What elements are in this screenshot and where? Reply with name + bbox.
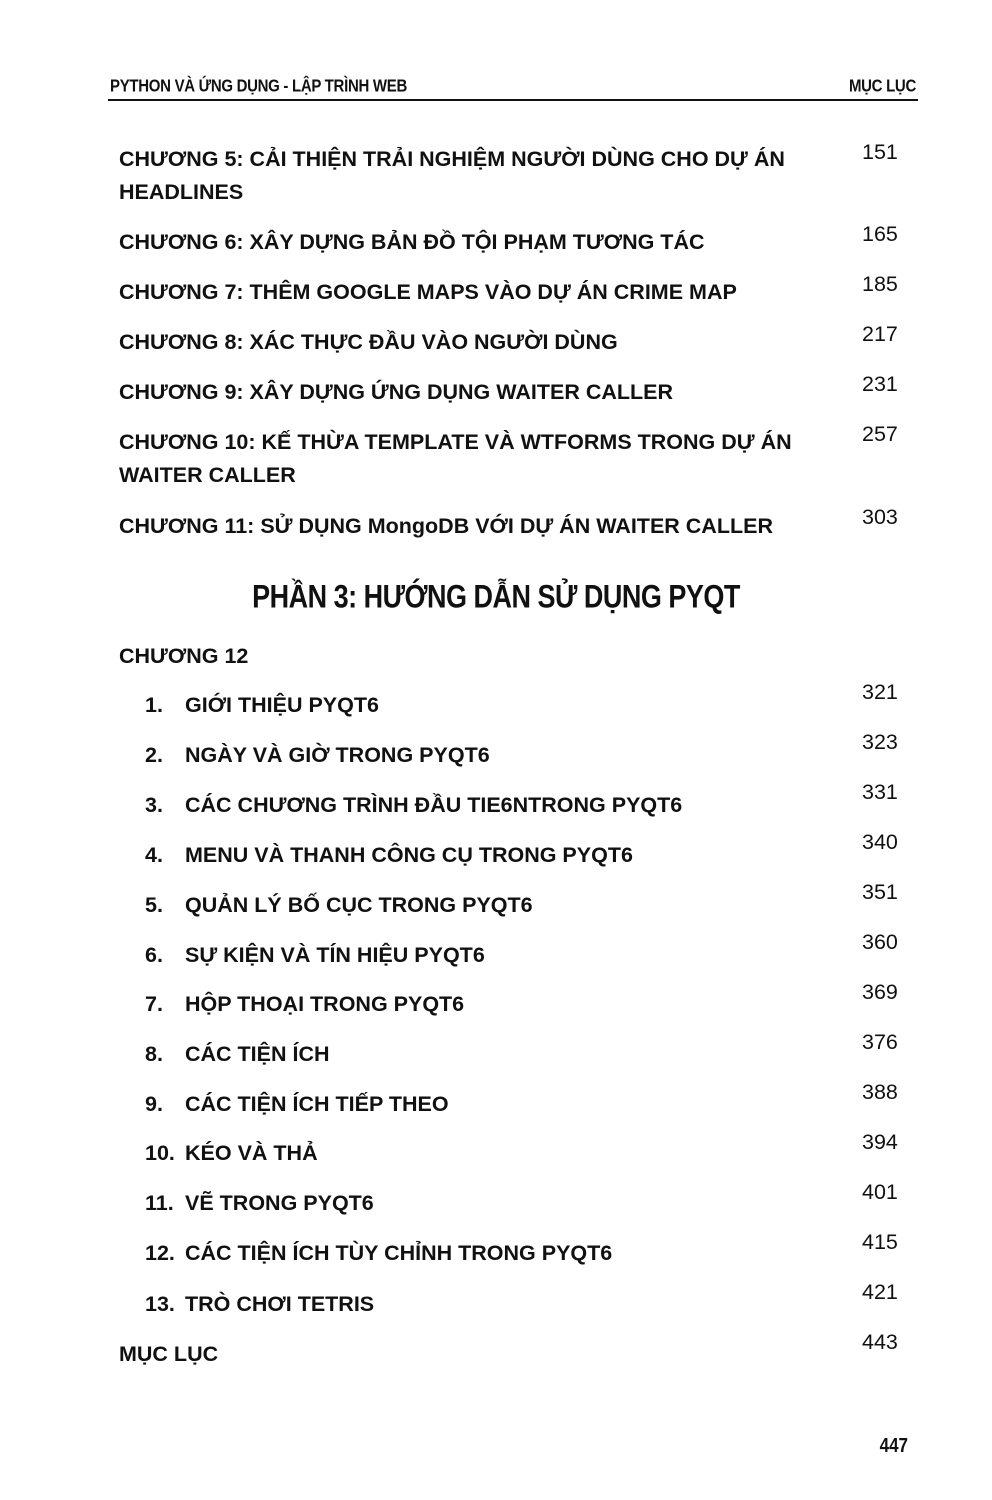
item-number: 6.	[145, 943, 163, 967]
list-item	[145, 1292, 374, 1317]
list-item	[145, 893, 533, 918]
item-number: 7.	[145, 992, 163, 1016]
item-title: CÁC CHƯƠNG TRÌNH ĐẦU TIE6NTRONG PYQT6	[185, 793, 683, 817]
item-title: KÉO VÀ THẢ	[185, 1141, 318, 1165]
toc-entry-muc-luc: MỤC LỤC	[119, 1342, 219, 1366]
item-title: QUẢN LÝ BỐ CỤC TRONG PYQT6	[185, 893, 533, 917]
toc-entry-ch10: CHƯƠNG 10: KẾ THỪA TEMPLATE VÀ WTFORMS TRONG DỰ ÁN WAITER CALLER	[119, 430, 792, 487]
item-number: 9.	[145, 1092, 163, 1116]
list-item	[145, 992, 464, 1017]
item-title: NGÀY VÀ GIỜ TRONG PYQT6	[185, 743, 490, 767]
item-title: CÁC TIỆN ÍCH TIẾP THEO	[185, 1092, 449, 1116]
item-page: 376	[862, 1030, 898, 1054]
toc-entry-ch11: CHƯƠNG 11: SỬ DỤNG MongoDB VỚI DỰ ÁN WAITER CALLER	[119, 514, 773, 538]
list-item	[145, 743, 490, 768]
toc-page-ch6: 165	[862, 222, 898, 246]
running-header-right: MỤC LỤC	[848, 76, 916, 97]
list-item	[145, 693, 379, 718]
item-page: 340	[862, 830, 898, 854]
header-rule	[108, 99, 918, 101]
list-item	[145, 1191, 374, 1216]
item-page: 415	[862, 1230, 898, 1254]
item-page: 369	[862, 980, 898, 1004]
item-title: CÁC TIỆN ÍCH	[185, 1042, 330, 1066]
chapter-12-label: CHƯƠNG 12	[119, 644, 249, 668]
toc-entry-ch6: CHƯƠNG 6: XÂY DỰNG BẢN ĐỒ TỘI PHẠM TƯƠNG TÁC	[119, 230, 705, 254]
toc-page-ch11: 303	[862, 505, 898, 529]
item-title: SỰ KIỆN VÀ TÍN HIỆU PYQT6	[185, 943, 485, 967]
list-item	[145, 1042, 330, 1067]
toc-entry-ch8: CHƯƠNG 8: XÁC THỰC ĐẦU VÀO NGƯỜI DÙNG	[119, 330, 618, 354]
item-number: 3.	[145, 793, 163, 817]
item-number: 1.	[145, 693, 163, 717]
item-page: 321	[862, 680, 898, 704]
item-number: 4.	[145, 843, 163, 867]
item-number: 10.	[145, 1141, 175, 1165]
item-number: 13.	[145, 1292, 175, 1316]
running-header-left: PYTHON VÀ ỨNG DỤNG - LẬP TRÌNH WEB	[110, 76, 407, 97]
page-number: 447	[879, 1434, 908, 1457]
item-page: 360	[862, 930, 898, 954]
list-item	[145, 1141, 318, 1166]
item-title: CÁC TIỆN ÍCH TÙY CHỈNH TRONG PYQT6	[185, 1241, 613, 1265]
toc-page-ch5: 151	[862, 140, 898, 164]
list-item	[145, 943, 485, 968]
item-number: 2.	[145, 743, 163, 767]
item-page: 421	[862, 1280, 898, 1304]
item-title: GIỚI THIỆU PYQT6	[185, 693, 379, 717]
item-page: 394	[862, 1130, 898, 1154]
item-page: 388	[862, 1080, 898, 1104]
toc-page-ch9: 231	[862, 372, 898, 396]
list-item	[145, 843, 633, 868]
toc-page-ch7: 185	[862, 272, 898, 296]
toc-entry-ch7: CHƯƠNG 7: THÊM GOOGLE MAPS VÀO DỰ ÁN CRIME MAP	[119, 280, 737, 304]
toc-page-ch10: 257	[862, 422, 898, 446]
toc-entry-ch9: CHƯƠNG 9: XÂY DỰNG ỨNG DỤNG WAITER CALLER	[119, 380, 674, 404]
toc-page-muc-luc: 443	[862, 1330, 898, 1354]
item-title: HỘP THOẠI TRONG PYQT6	[185, 992, 465, 1016]
item-page: 351	[862, 880, 898, 904]
item-page: 331	[862, 780, 898, 804]
toc-page-ch8: 217	[862, 322, 898, 346]
item-page: 323	[862, 730, 898, 754]
item-title: MENU VÀ THANH CÔNG CỤ TRONG PYQT6	[185, 843, 633, 867]
toc-entry-ch5: CHƯƠNG 5: CẢI THIỆN TRẢI NGHIỆM NGƯỜI DÙNG CHO DỰ ÁN HEADLINES	[119, 147, 785, 204]
item-title: VẼ TRONG PYQT6	[185, 1191, 374, 1215]
list-item	[145, 793, 682, 818]
item-number: 8.	[145, 1042, 163, 1066]
section-heading-part3: PHẦN 3: HƯỚNG DẪN SỬ DỤNG PYQT	[252, 578, 740, 615]
list-item	[145, 1092, 449, 1117]
item-number: 5.	[145, 893, 163, 917]
item-number: 11.	[145, 1191, 174, 1215]
item-number: 12.	[145, 1241, 175, 1265]
item-title: TRÒ CHƠI TETRIS	[185, 1292, 375, 1316]
item-page: 401	[862, 1180, 898, 1204]
list-item	[145, 1241, 612, 1266]
